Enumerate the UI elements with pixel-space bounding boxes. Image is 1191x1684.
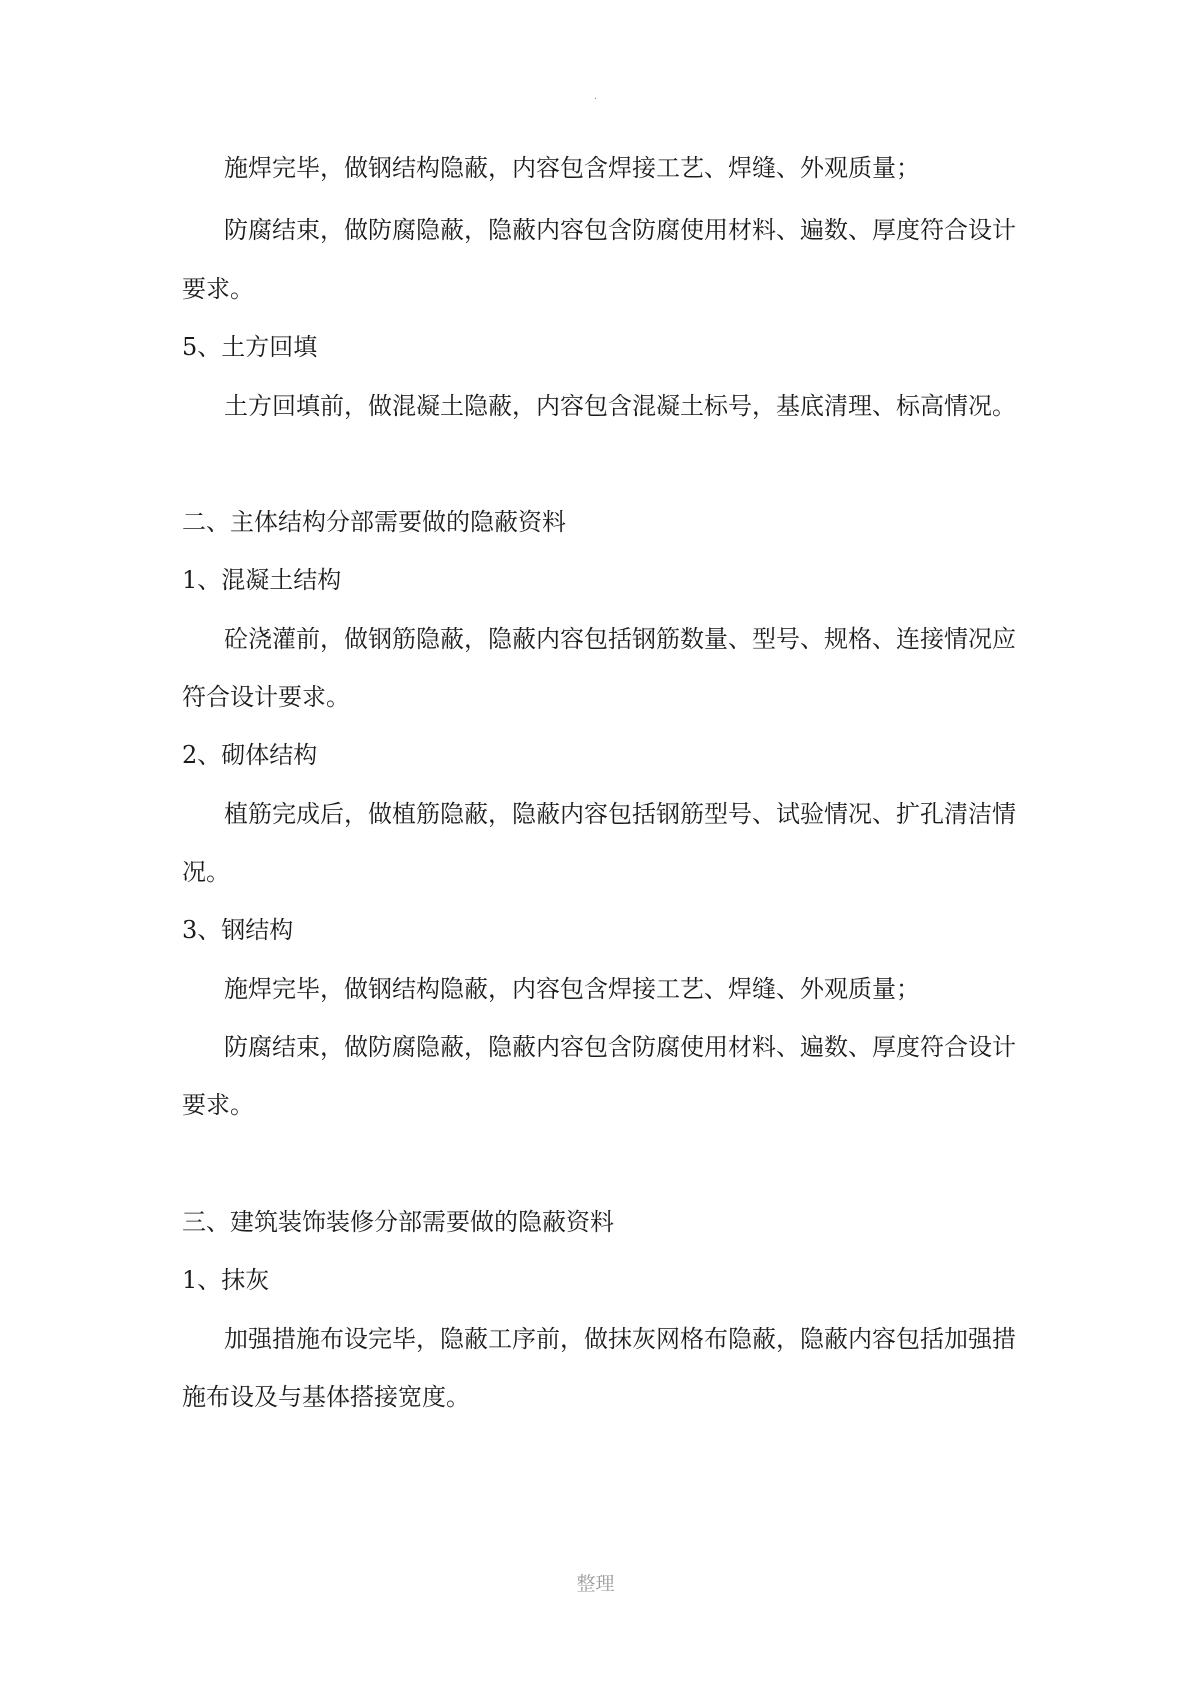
- section-subheading: 1、混凝土结构: [182, 566, 342, 594]
- paragraph-line: 施布设及与基体搭接宽度。: [182, 1383, 470, 1411]
- paragraph-line: 土方回填前，做混凝土隐蔽，内容包含混凝土标号，基底清理、标高情况。: [224, 392, 1016, 420]
- section-heading: 二、主体结构分部需要做的隐蔽资料: [182, 508, 566, 536]
- paragraph-line: 防腐结束，做防腐隐蔽，隐蔽内容包含防腐使用材料、遍数、厚度符合设计: [224, 1033, 1016, 1061]
- paragraph-line: 符合设计要求。: [182, 683, 350, 711]
- section-subheading: 3、钢结构: [182, 916, 294, 944]
- paragraph-line: 要求。: [182, 275, 254, 303]
- section-subheading: 2、砌体结构: [182, 741, 318, 769]
- section-subheading: 5、土方回填: [182, 333, 318, 361]
- paragraph-line: 施焊完毕，做钢结构隐蔽，内容包含焊接工艺、焊缝、外观质量；: [224, 154, 920, 182]
- paragraph-line: 植筋完成后，做植筋隐蔽，隐蔽内容包括钢筋型号、试验情况、扩孔清洁情: [224, 800, 1016, 828]
- paragraph-line: 加强措施布设完毕，隐蔽工序前，做抹灰网格布隐蔽，隐蔽内容包括加强措: [224, 1325, 1016, 1353]
- page-footer: 整理: [576, 1573, 615, 1595]
- paragraph-line: 况。: [182, 858, 230, 886]
- paragraph-line: 防腐结束，做防腐隐蔽，隐蔽内容包含防腐使用材料、遍数、厚度符合设计: [224, 216, 1016, 244]
- paragraph-line: 施焊完毕，做钢结构隐蔽，内容包含焊接工艺、焊缝、外观质量；: [224, 975, 920, 1003]
- section-subheading: 1、抹灰: [182, 1266, 270, 1294]
- section-heading: 三、建筑装饰装修分部需要做的隐蔽资料: [182, 1208, 614, 1236]
- header-mark: .: [593, 91, 598, 102]
- paragraph-line: 砼浇灌前，做钢筋隐蔽，隐蔽内容包括钢筋数量、型号、规格、连接情况应: [224, 625, 1016, 653]
- paragraph-line: 要求。: [182, 1091, 254, 1119]
